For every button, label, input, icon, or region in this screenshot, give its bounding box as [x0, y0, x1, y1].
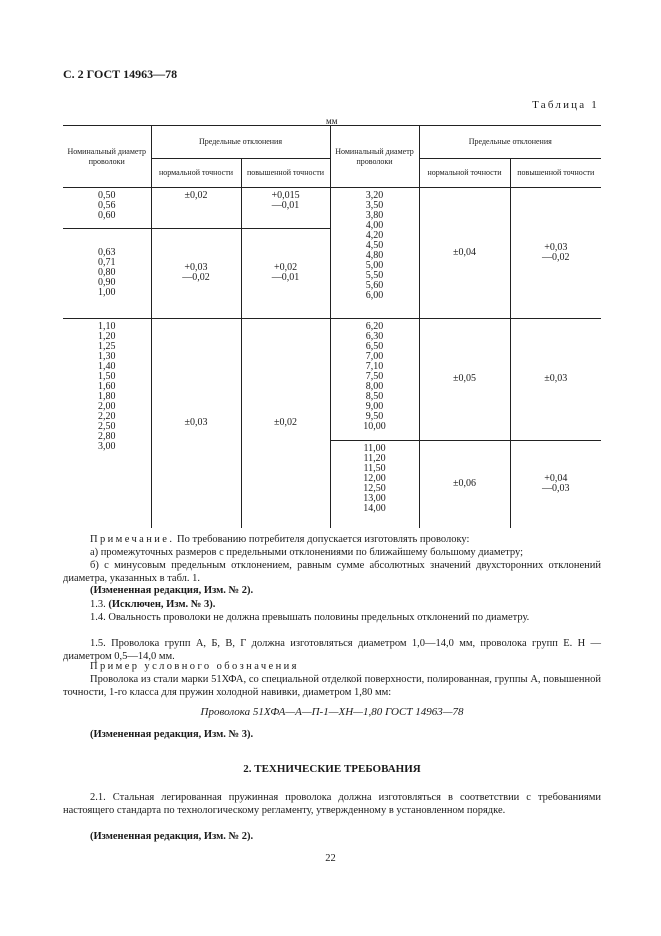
clause-1-3-text: (Исключен, Изм. № 3). — [108, 599, 216, 610]
note-label: Примечание. — [90, 534, 175, 545]
page-number: 22 — [325, 853, 336, 864]
high-deviation-cell: +0,02 —0,01 — [241, 228, 330, 318]
diameter-cell: 3,20 3,50 3,80 4,00 4,20 4,50 4,80 5,00 5,50 5,60 6,00 — [330, 188, 419, 310]
section-2-title: 2. ТЕХНИЧЕСКИЕ ТРЕБОВАНИЯ — [243, 763, 421, 775]
diameter-cell: 1,10 1,20 1,25 1,30 1,40 1,50 1,60 1,80 2,00 2,20 2,50 2,80 3,00 — [63, 318, 151, 528]
normal-deviation-cell: ±0,06 — [419, 440, 510, 528]
note-intro — [63, 533, 601, 546]
table-label: Таблица 1 — [532, 99, 599, 111]
header-normal-left: нормальной точности — [151, 158, 241, 188]
header-high-left: повышенной точности — [241, 158, 330, 188]
high-deviation-cell: ±0,02 — [241, 318, 330, 528]
note-item-a: а) промежуточных размеров с предельными отклонениями по ближайшему большому диаметру; — [90, 547, 524, 558]
diameter-cell: 0,50 0,56 0,60 — [63, 188, 151, 229]
clause-2-1: 2.1. Стальная легированная пружинная проволока должна изготовляться в соответствии с требованиями настоящего стандарта по технологическому регламенту, утвержденному в установленном порядке. — [63, 792, 601, 816]
normal-deviation-cell: ±0,02 — [151, 188, 241, 229]
edit-note-1: (Измененная редакция, Изм. № 2). — [90, 585, 254, 596]
clause-1-3-number: 1.3. — [90, 599, 109, 610]
clause-1-3 — [63, 598, 601, 611]
high-deviation-cell: +0,03 —0,02 — [510, 188, 601, 318]
note-item-b: б) с минусовым предельным отклонением, равным сумме абсолютных значений двухсторонних отклонений диаметра, указанных в табл. 1. — [63, 560, 601, 584]
header-nominal-left: Номинальный диаметр проволоки — [63, 126, 151, 188]
header-high-right: повышенной точности — [510, 158, 601, 188]
designation-example: Проволока 51ХФА—А—П-1—ХН—1,80 ГОСТ 14963—78 — [200, 706, 464, 718]
spacer-cell — [330, 310, 419, 318]
high-deviation-cell: +0,04 —0,03 — [510, 440, 601, 528]
diameter-cell: 6,20 6,30 6,50 7,00 7,10 7,50 8,00 8,50 9,00 9,50 10,00 — [330, 318, 419, 440]
page-header: С. 2 ГОСТ 14963—78 — [63, 67, 178, 81]
edit-note-2: (Измененная редакция, Изм. № 3). — [90, 729, 254, 740]
example-text: Проволока из стали марки 51ХФА, со специальной отделкой поверхности, полированная, группы А, повышенной точности, 1-го класса для пружин холодной навивки, диаметром 1,80 мм: — [63, 674, 601, 698]
diameter-cell: 11,00 11,20 11,50 12,00 12,50 13,00 14,00 — [330, 440, 419, 528]
table-units: мм — [326, 116, 338, 126]
normal-deviation-cell: ±0,03 — [151, 318, 241, 528]
high-deviation-cell: +0,015 —0,01 — [241, 188, 330, 229]
edit-note-3: (Измененная редакция, Изм. № 2). — [90, 831, 254, 842]
tolerance-table — [63, 125, 601, 528]
normal-deviation-cell: ±0,04 — [419, 188, 510, 318]
header-deviations-left: Предельные отклонения — [151, 126, 330, 159]
note-text: По требованию потребителя допускается изготовлять проволоку: — [174, 534, 470, 545]
header-nominal-right: Номинальный диаметр проволоки — [330, 126, 419, 188]
high-deviation-cell: ±0,03 — [510, 318, 601, 440]
normal-deviation-cell: +0,03 —0,02 — [151, 228, 241, 318]
clause-1-4: 1.4. Овальность проволоки не должна превышать половины предельных отклонений по диаметру. — [90, 612, 530, 623]
normal-deviation-cell: ±0,05 — [419, 318, 510, 440]
diameter-cell: 0,63 0,71 0,80 0,90 1,00 — [63, 228, 151, 318]
header-deviations-right: Предельные отклонения — [419, 126, 601, 159]
clause-1-5: 1.5. Проволока групп А, Б, В, Г должна изготовляться диаметром 1,0—14,0 мм, проволока групп Е. Н — диаметром 0,5—14,0 мм. — [63, 638, 601, 662]
header-normal-right: нормальной точности — [419, 158, 510, 188]
example-title: Пример условного обозначения — [90, 661, 299, 672]
